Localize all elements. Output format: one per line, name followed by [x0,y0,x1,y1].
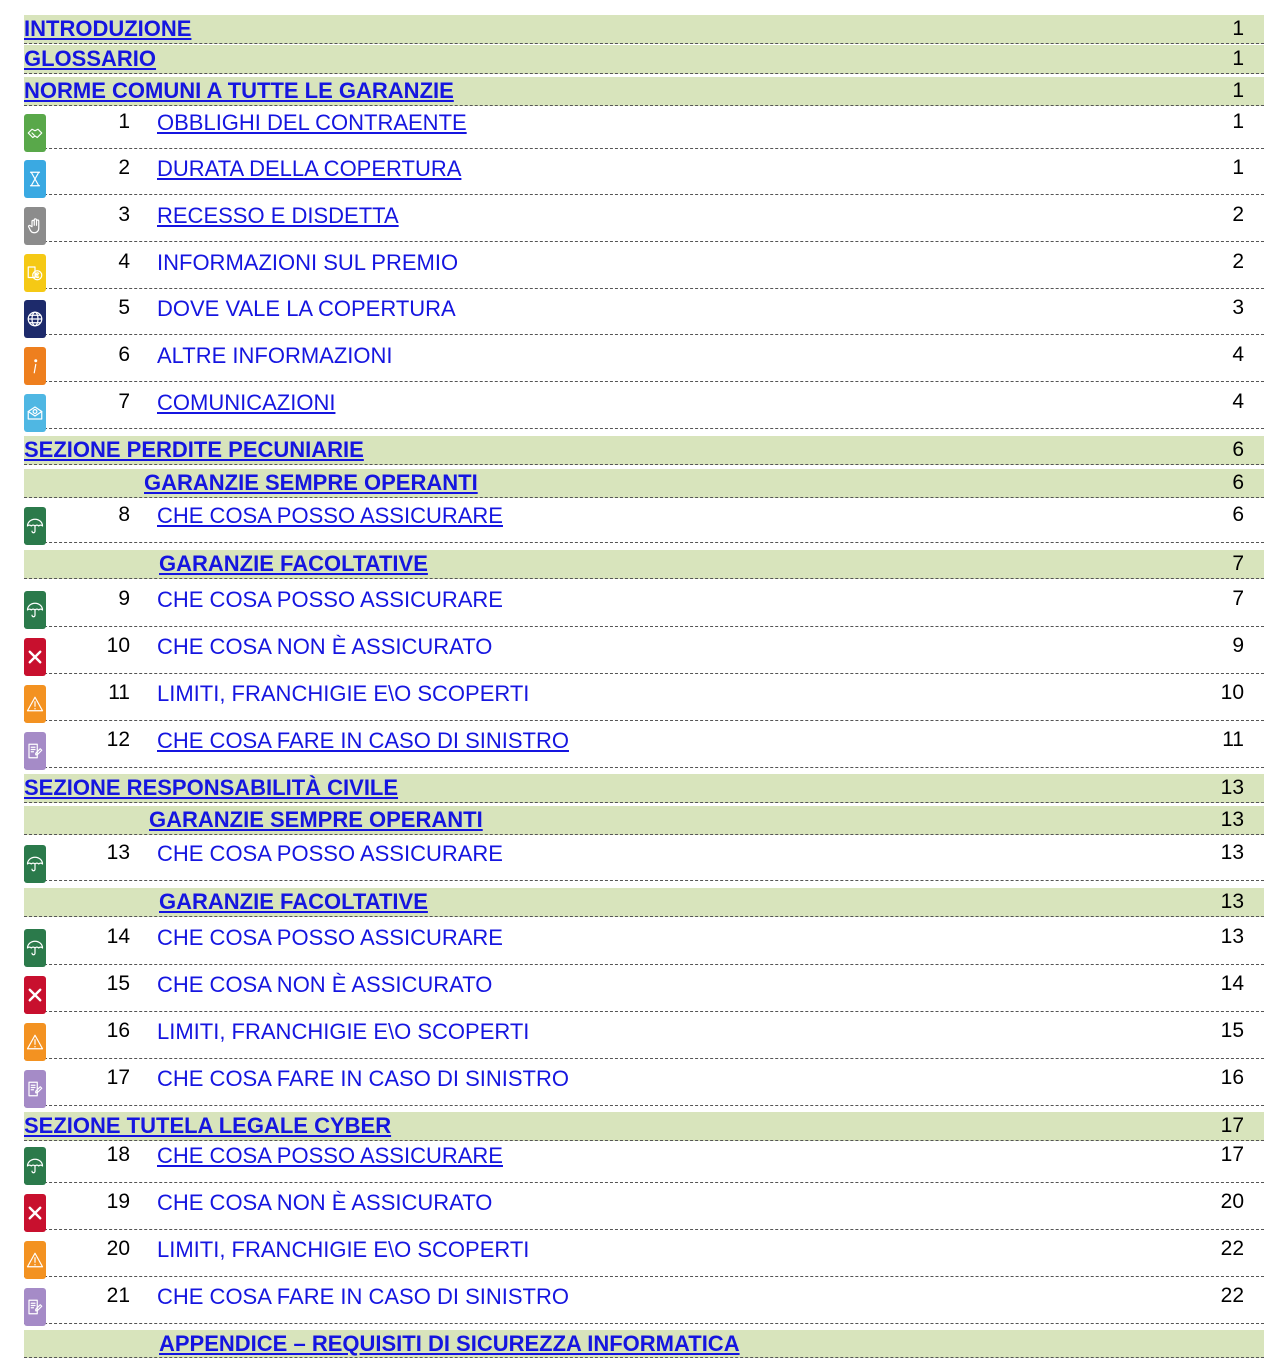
warning-icon [24,1023,46,1061]
toc-page-number: 13 [1220,925,1244,948]
handshake-icon [24,114,46,152]
toc-subsection-header[interactable] [24,1330,1264,1358]
x-icon [24,1194,46,1232]
toc-page-number: 2 [1232,250,1244,273]
toc-page-number: 7 [1232,552,1244,575]
toc-entry[interactable] [24,505,1264,543]
toc-page-number: 1 [1232,156,1244,179]
toc-section-link[interactable]: APPENDICE – REQUISITI DI SICUREZZA INFORMATICA [159,1330,740,1356]
toc-entry[interactable] [24,636,1264,674]
toc-section-link[interactable]: GARANZIE FACOLTATIVE [159,551,428,576]
toc-entry-link[interactable]: CHE COSA NON È ASSICURATO [157,972,493,997]
toc-page-number: 17 [1220,1114,1244,1137]
document-icon [24,1288,46,1326]
toc-page-number: 17 [1220,1143,1244,1166]
toc-entry[interactable] [24,1286,1264,1324]
toc-entry-link[interactable]: DURATA DELLA COPERTURA [157,156,462,181]
toc-page-number: 7 [1232,587,1244,610]
toc-entry[interactable] [24,589,1264,627]
toc-page-number: 1 [1232,47,1244,70]
hourglass-icon [24,160,46,198]
toc-entry[interactable] [24,112,1264,149]
toc-section-link[interactable]: NORME COMUNI A TUTTE LE GARANZIE [24,78,454,103]
toc-section-header[interactable] [24,436,1264,465]
toc-entry-number: 8 [118,503,130,526]
toc-entry[interactable] [24,345,1264,382]
toc-section-link[interactable]: GARANZIE FACOLTATIVE [159,889,428,914]
toc-entry[interactable] [24,205,1264,242]
toc-section-link[interactable]: INTRODUZIONE [24,16,192,41]
toc-section-header[interactable] [24,774,1264,803]
toc-entry-number: 14 [106,925,130,948]
document-icon [24,1070,46,1108]
toc-page-number: 13 [1220,776,1244,799]
toc-entry-link[interactable]: CHE COSA POSSO ASSICURARE [157,587,503,612]
toc-entry[interactable] [24,683,1264,721]
toc-page-number: 2 [1232,203,1244,226]
toc-entry-number: 17 [106,1066,130,1089]
toc-entry-number: 15 [106,972,130,995]
toc-page-number: 1 [1232,79,1244,102]
toc-entry-number: 5 [118,296,130,319]
toc-entry[interactable] [24,298,1264,335]
mail-icon [24,394,46,432]
coins-icon [24,254,46,292]
toc-subsection-header[interactable] [24,888,1264,917]
toc-entry-link[interactable]: CHE COSA POSSO ASSICURARE [157,1143,503,1168]
toc-section-link[interactable]: GARANZIE SEMPRE OPERANTI [149,807,483,832]
toc-page-number: 1 [1232,110,1244,133]
toc-entry-link[interactable]: LIMITI, FRANCHIGIE E\O SCOPERTI [157,1237,530,1262]
toc-section-link[interactable]: GLOSSARIO [24,46,157,71]
toc-entry-link[interactable]: OBBLIGHI DEL CONTRAENTE [157,110,467,135]
toc-entry-link[interactable]: CHE COSA FARE IN CASO DI SINISTRO [157,1284,569,1309]
stop-hand-icon [24,207,46,245]
toc-section-header[interactable] [24,1112,1264,1141]
toc-entry-number: 12 [106,728,130,751]
toc-page-number: 13 [1220,890,1244,913]
x-icon [24,976,46,1014]
toc-entry-link[interactable]: COMUNICAZIONI [157,390,336,415]
toc-entry-link[interactable]: CHE COSA NON È ASSICURATO [157,1190,493,1215]
toc-section-header[interactable] [24,45,1264,74]
warning-icon [24,1241,46,1279]
toc-entry-link[interactable]: RECESSO E DISDETTA [157,203,399,228]
toc-page-number: 9 [1232,634,1244,657]
toc-entry-number: 4 [118,250,130,273]
toc-entry-number: 20 [106,1237,130,1260]
toc-page-number: 22 [1220,1284,1244,1307]
toc-entry-number: 21 [106,1284,130,1307]
toc-subsection-header[interactable] [24,469,1264,498]
toc-subsection-header[interactable] [24,806,1264,835]
toc-entry-number: 2 [118,156,130,179]
toc-entry[interactable] [24,1145,1264,1183]
toc-entry-number: 3 [118,203,130,226]
toc-entry[interactable] [24,1021,1264,1059]
toc-section-link[interactable]: SEZIONE PERDITE PECUNIARIE [24,437,364,462]
toc-entry[interactable] [24,252,1264,289]
toc-entry[interactable] [24,158,1264,195]
toc-page-number: 10 [1220,681,1244,704]
toc-entry-link[interactable]: LIMITI, FRANCHIGIE E\O SCOPERTI [157,1019,530,1044]
toc-entry-link[interactable]: ALTRE INFORMAZIONI [157,343,393,368]
toc-page-number: 15 [1220,1019,1244,1042]
toc-page-number: 22 [1220,1237,1244,1260]
toc-entry-number: 7 [118,390,130,413]
umbrella-icon [24,507,46,545]
toc-entry-number: 16 [106,1019,130,1042]
globe-icon [24,300,46,338]
toc-entry-number: 19 [106,1190,130,1213]
info-icon [24,347,46,385]
toc-section-link[interactable]: GARANZIE SEMPRE OPERANTI [144,470,478,495]
toc-entry-number: 1 [118,110,130,133]
toc-subsection-header[interactable] [24,550,1264,579]
toc-section-link[interactable]: SEZIONE RESPONSABILITÀ CIVILE [24,775,399,800]
toc-page-number: 1 [1232,17,1244,40]
toc-entry[interactable] [24,1068,1264,1106]
toc-entry[interactable] [24,730,1264,768]
toc-entry-number: 10 [106,634,130,657]
umbrella-icon [24,929,46,967]
toc-entry[interactable] [24,1239,1264,1277]
toc-page-number: 13 [1220,808,1244,831]
toc-entry-link[interactable]: CHE COSA NON È ASSICURATO [157,634,493,659]
toc-page-number: 6 [1232,471,1244,494]
toc-page-number: 4 [1232,343,1244,366]
toc-page-number: 13 [1220,841,1244,864]
toc-entry-link[interactable]: INFORMAZIONI SUL PREMIO [157,250,459,275]
toc-entry-number: 11 [108,681,130,704]
toc-section-link[interactable]: SEZIONE TUTELA LEGALE CYBER [24,1113,392,1138]
toc-entry-link[interactable]: CHE COSA POSSO ASSICURARE [157,925,503,950]
toc-page-number: 6 [1232,503,1244,526]
toc-page-number: 11 [1222,728,1244,751]
toc-entry-link[interactable]: CHE COSA POSSO ASSICURARE [157,503,503,528]
toc-entry-number: 9 [118,587,130,610]
toc-page-number: 4 [1232,390,1244,413]
toc-entry-number: 18 [106,1143,130,1166]
umbrella-icon [24,1147,46,1185]
warning-icon [24,685,46,723]
toc-section-header[interactable] [24,15,1264,44]
x-icon [24,638,46,676]
toc-entry-number: 6 [118,343,130,366]
toc-entry[interactable] [24,974,1264,1012]
toc-entry-link[interactable]: CHE COSA FARE IN CASO DI SINISTRO [157,1066,569,1091]
toc-entry-link[interactable]: DOVE VALE LA COPERTURA [157,296,456,321]
umbrella-icon [24,591,46,629]
toc-entry-link[interactable]: CHE COSA POSSO ASSICURARE [157,841,503,866]
document-icon [24,732,46,770]
toc-section-header[interactable] [24,77,1264,106]
toc-page-number: 20 [1220,1190,1244,1213]
toc-entry-number: 13 [106,841,130,864]
toc-page-number: 16 [1220,1066,1244,1089]
toc-entry[interactable] [24,1192,1264,1230]
toc-entry[interactable] [24,843,1264,881]
toc-entry[interactable] [24,392,1264,429]
toc-entry[interactable] [24,927,1264,965]
umbrella-icon [24,845,46,883]
toc-page-number: 14 [1220,972,1244,995]
toc-entry-link[interactable]: CHE COSA FARE IN CASO DI SINISTRO [157,728,569,753]
toc-entry-link[interactable]: LIMITI, FRANCHIGIE E\O SCOPERTI [157,681,530,706]
toc-page-number: 3 [1232,296,1244,319]
toc-page-number: 6 [1232,438,1244,461]
